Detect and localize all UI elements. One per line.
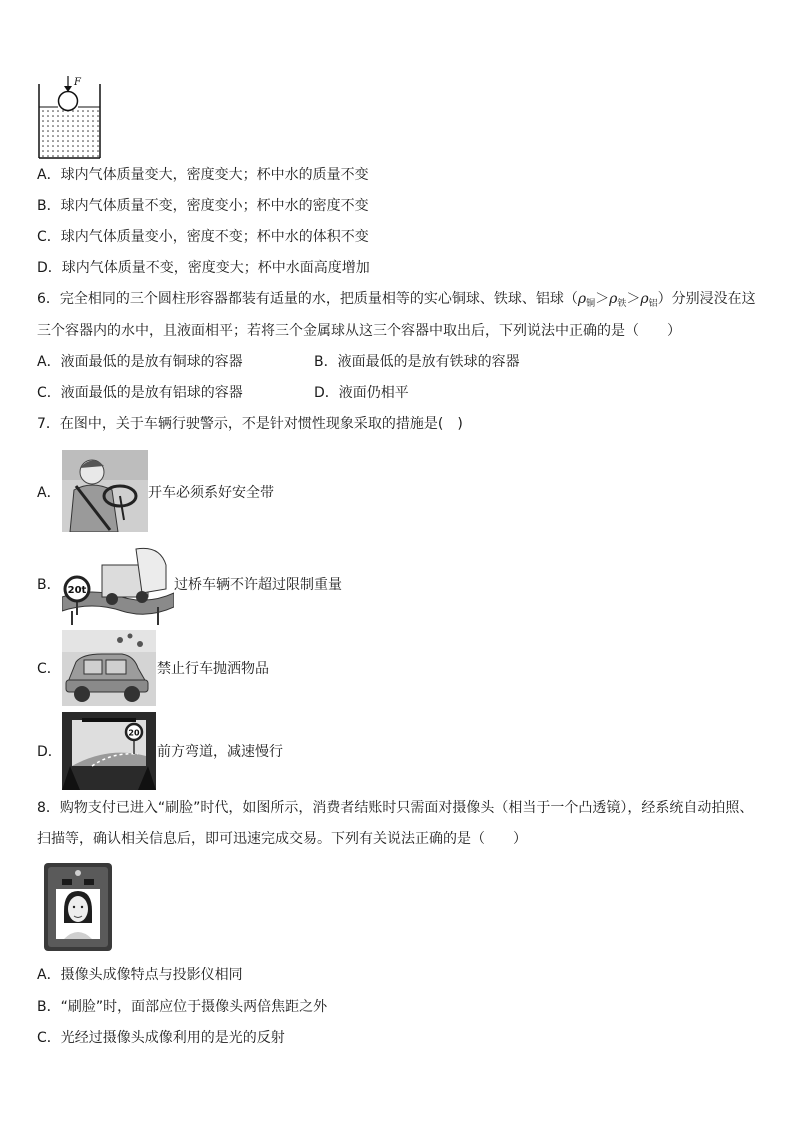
ball-in-water-figure: [36, 74, 106, 160]
q7-option-b-letter: B．: [37, 577, 61, 593]
q6-stem-text-1: 6．完全相同的三个圆柱形容器都装有适量的水，把质量相等的实心铜球、铁球、铝球（: [37, 291, 578, 307]
force-label: F: [74, 77, 81, 88]
q6-option-d: D．液面仍相平: [314, 385, 409, 401]
q7-option-d-letter: D．: [37, 744, 62, 760]
speed-limit-sign-text: 20: [128, 728, 140, 738]
q8-option-a: A．摄像头成像特点与投影仪相同: [37, 967, 243, 983]
rho-subscript-copper: 铜: [586, 299, 596, 309]
q5-option-a: A．球内气体质量变大，密度变大；杯中水的质量不变: [37, 167, 369, 183]
curve-road-view-image: [62, 712, 156, 790]
q6-option-a: A．液面最低的是放有铜球的容器: [37, 354, 243, 370]
q6-option-b: B．液面最低的是放有铁球的容器: [314, 354, 520, 370]
q5-option-d: D．球内气体质量不变，密度变大；杯中水面高度增加: [37, 260, 370, 276]
q8-option-b: B．“刷脸”时，面部应位于摄像头两倍焦距之外: [37, 999, 328, 1015]
q7-option-b-text: 过桥车辆不许超过限制重量: [174, 577, 342, 593]
q7-option-d-text: 前方弯道，减速慢行: [157, 744, 283, 760]
bridge-weight-limit-image: [62, 545, 174, 625]
rho-subscript-iron: 铁: [617, 299, 627, 309]
seatbelt-driver-image: [62, 450, 148, 532]
q7-stem: 7．在图中，关于车辆行驶警示，不是针对惯性现象采取的措施是( ): [37, 416, 463, 432]
q6-stem-line2: 三个容器内的水中，且液面相平；若将三个金属球从这三个容器中取出后，下列说法中正确的是（ ）: [37, 323, 681, 339]
q7-option-a-letter: A．: [37, 485, 61, 501]
rho-symbol: ρ: [577, 291, 587, 307]
weight-limit-sign-text: 20t: [67, 585, 87, 596]
gt-symbol: ＞: [595, 291, 610, 307]
q6-stem-line1: [37, 289, 756, 314]
q8-stem-line2: 扫描等，确认相关信息后，即可迅速完成交易。下列有关说法正确的是（ ）: [37, 831, 527, 847]
q7-option-c-letter: C．: [37, 661, 61, 677]
littering-car-image: [62, 630, 156, 706]
q5-option-c: C．球内气体质量变小，密度不变；杯中水的体积不变: [37, 229, 369, 245]
q7-option-a-text: 开车必须系好安全带: [148, 485, 274, 501]
gt-symbol: ＞: [626, 291, 641, 307]
rho-subscript-aluminum: 铝: [648, 299, 658, 309]
q7-option-c-text: 禁止行车抛洒物品: [157, 661, 269, 677]
q8-option-c: C．光经过摄像头成像利用的是光的反射: [37, 1030, 285, 1046]
rho-symbol: ρ: [609, 291, 618, 307]
face-payment-terminal-image: [44, 863, 112, 951]
q6-stem-text-2: ）分别浸没在这: [657, 291, 756, 307]
q6-option-c: C．液面最低的是放有铝球的容器: [37, 385, 243, 401]
rho-symbol: ρ: [640, 291, 649, 307]
q5-option-b: B．球内气体质量不变，密度变小；杯中水的密度不变: [37, 198, 369, 214]
q8-stem-line1: 8．购物支付已进入“刷脸”时代，如图所示，消费者结账时只需面对摄像头（相当于一个凸透镜），经系统自动拍照、: [37, 800, 754, 816]
